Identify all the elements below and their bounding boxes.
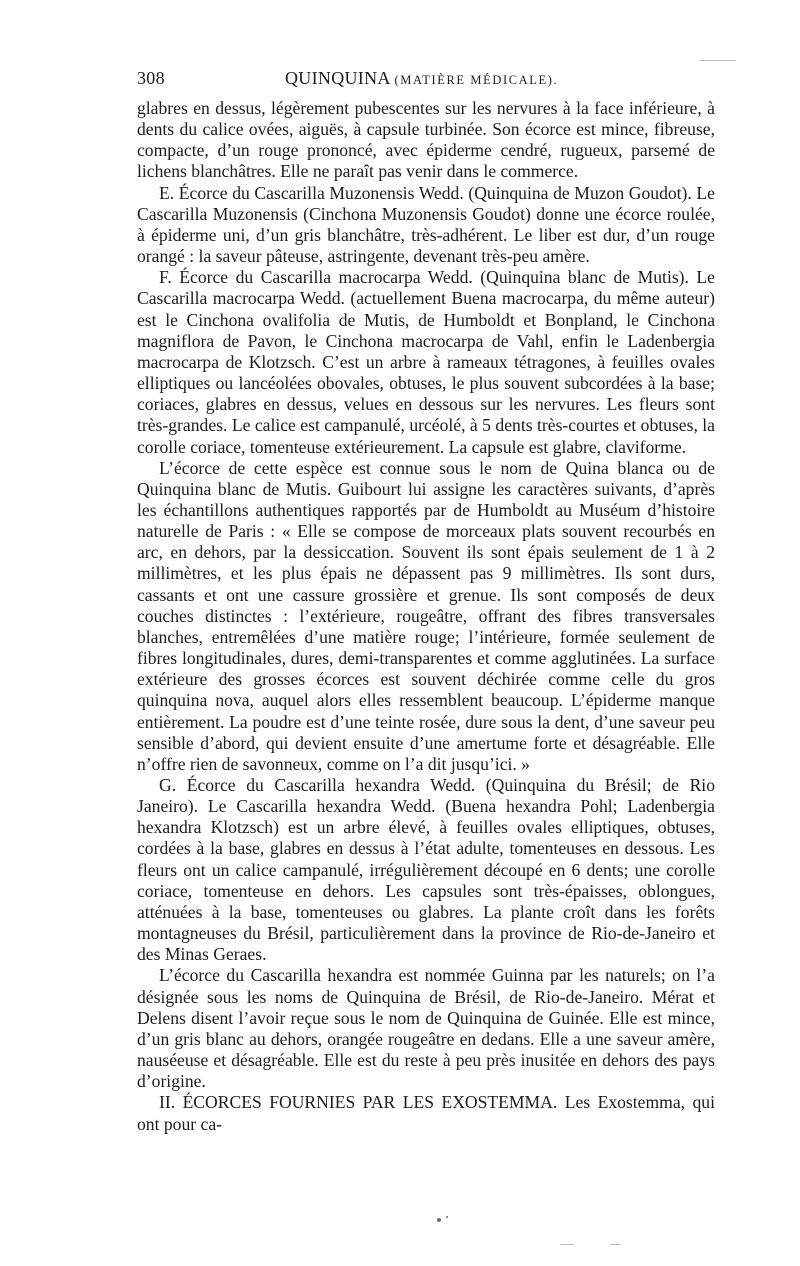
paragraph-section-e: E. Écorce du Cascarilla Muzonensis Wedd. (Quinquina de Muzon Goudot). Le Cascarilla Muzonensis (Cinchona Muzonensis Goudot) donne une écorce roulée, à épiderme uni, d’un gris blanchâtre, très-adhérent. Le liber est dur, d’un rouge orangé : la saveur pâteuse, astringente, devenant très-peu amère.	[137, 182, 715, 267]
scan-artifact	[700, 60, 736, 61]
scan-artifact	[560, 1244, 574, 1245]
running-head-title: QUINQUINA	[285, 68, 390, 88]
page	[137, 64, 715, 1135]
ink-speck	[446, 1216, 448, 1218]
paragraph-quina-blanca: L’écorce de cette espèce est connue sous le nom de Quina blanca ou de Quinquina blanc de Mutis. Guibourt lui assigne les caractères suivants, d’après les échantillons authentiques rapportés par de Humboldt au Muséum d’histoire naturelle de Paris : « Elle se compose de morceaux plats souvent recourbés en arc, en dehors, par la dessiccation. Souvent ils sont épais seulement de 1 à 2 millimètres, et les plus épais ne dépassent pas 9 millimètres. Ils sont durs, cassants et ont une cassure grossière et grenue. Ils sont composés de deux couches distinctes : l’extérieure, rougeâtre, offrant des fibres transversales blanches, entremêlées d’une matière rouge; l’intérieure, formée seulement de fibres longitudinales, dures, demi-transparentes et comme agglutinées. La surface extérieure des grosses écorces est souvent déchirée comme celle du gros quinquina nova, auquel alors elles ressemblent beaucoup. L’épiderme manque entièrement. La poudre est d’une teinte rosée, dure sous la dent, d’une saveur peu sensible d’abord, qui devient ensuite d’une amertume forte et désagréable. Elle n’offre rien de savonneux, comme on l’a dit jusqu’ici. »	[137, 457, 715, 774]
running-head	[285, 68, 558, 89]
ink-speck	[437, 1218, 441, 1222]
paragraph-hexandra-bark: L’écorce du Cascarilla hexandra est nommée Guinna par les naturels; on l’a désignée sous les noms de Quinquina de Brésil, de Rio-de-Janeiro. Mérat et Delens disent l’avoir reçue sous le nom de Quinquina de Guinée. Elle est mince, d’un gris blanc au dehors, orangée rougeâtre en dedans. Elle a une saveur amère, nauséeuse et désagréable. Elle est du reste à peu près inusitée en dehors des pays d’origine.	[137, 965, 715, 1092]
paragraph-section-f: F. Écorce du Cascarilla macrocarpa Wedd. (Quinquina blanc de Mutis). Le Cascarilla macrocarpa Wedd. (actuellement Buena macrocarpa, du même auteur) est le Cinchona ovalifolia de Mutis, de Humboldt et Bonpland, le Cinchona magniflora de Pavon, le Cinchona macrocarpa de Vahl, enfin le Ladenbergia macrocarpa de Klotzsch. C’est un arbre à rameaux tétragones, à feuilles ovales elliptiques ou lancéolées obovales, obtuses, le plus souvent subcordées à la base; coriaces, glabres en dessus, velues en dessous sur les nervures. Les fleurs sont très-grandes. Le calice est campanulé, urcéolé, à 5 dents très-courtes et obtuses, la corolle coriace, tomenteuse extérieurement. La capsule est glabre, claviforme.	[137, 267, 715, 457]
paragraph-continuation: glabres en dessus, légèrement pubescentes sur les nervures à la face inférieure, à dents du calice ovées, aiguës, à capsule turbinée. Son écorce est mince, fibreuse, compacte, d’un rouge prononcé, avec épiderme cendré, rugueux, parsemé de lichens blanchâtres. Elle ne paraît pas venir dans le commerce.	[137, 98, 715, 182]
running-head-subtitle: (MATIÈRE MÉDICALE).	[394, 73, 559, 87]
body-text	[137, 98, 715, 1135]
paragraph-section-g: G. Écorce du Cascarilla hexandra Wedd. (Quinquina du Brésil; de Rio Janeiro). Le Cascarilla hexandra Wedd. (Buena hexandra Pohl; Ladenbergia hexandra Klotzsch) est un arbre élevé, à feuilles ovales elliptiques, obtuses, cordées à la base, glabres en dessus à l’état adulte, tomenteuses en dessous. Les fleurs ont un calice campanulé, irrégulièrement découpé en 6 dents; une corolle coriace, tomenteuse en dehors. Les capsules sont très-épaisses, oblongues, atténuées à la base, tomenteuses ou glabres. La plante croît dans les forêts montagneuses du Brésil, particulièrement dans la province de Rio-de-Janeiro et des Minas Geraes.	[137, 775, 715, 965]
scan-artifact	[610, 1244, 620, 1245]
page-header	[137, 64, 715, 98]
paragraph-section-ii: II. ÉCORCES FOURNIES PAR LES EXOSTEMMA. Les Exostemma, qui ont pour ca-	[137, 1092, 715, 1134]
page-number: 308	[137, 68, 165, 88]
